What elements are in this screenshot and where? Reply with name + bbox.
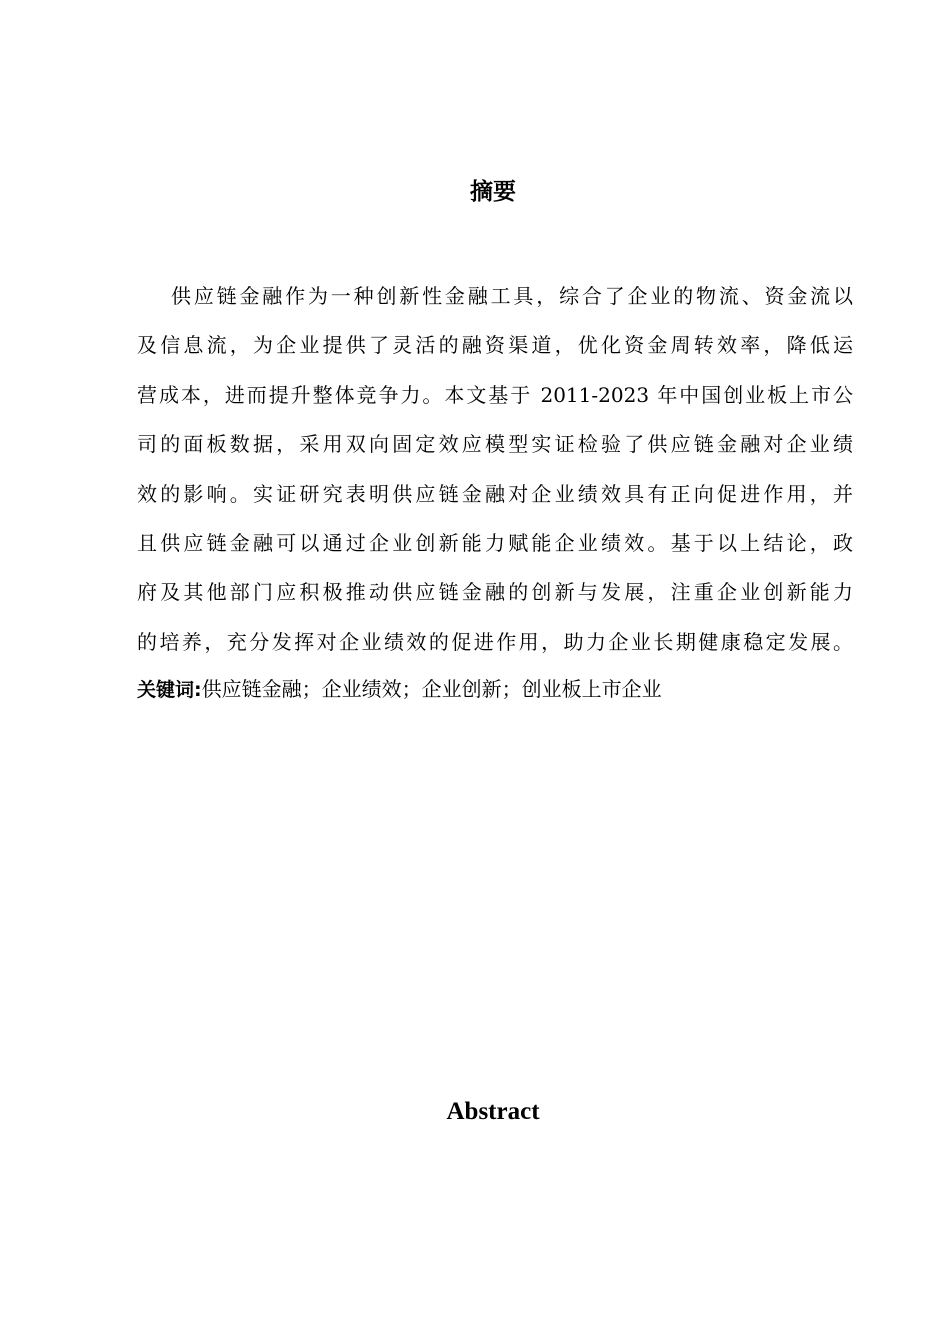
abstract-line-8: 的培养，充分发挥对企业绩效的促进作用，助力企业长期健康稳定发展。 <box>137 629 853 654</box>
english-abstract-heading: Abstract <box>446 1098 540 1125</box>
keywords-text: 供应链金融；企业绩效；企业创新；创业板上市企业 <box>201 677 662 701</box>
chinese-abstract-paragraph <box>137 272 853 667</box>
keywords-separator: : <box>194 679 202 701</box>
keywords-line <box>137 666 662 712</box>
abstract-line-3: 营成本，进而提升整体竞争力。本文基于 2011-2023 年中国创业板上市公 <box>137 382 853 407</box>
abstract-line-5: 效的影响。实证研究表明供应链金融对企业绩效具有正向促进作用，并 <box>137 481 853 506</box>
keywords-label: 关键词 <box>137 679 195 701</box>
abstract-line-4: 司的面板数据，采用双向固定效应模型实证检验了供应链金融对企业绩 <box>137 432 853 457</box>
abstract-line-1: 供应链金融作为一种创新性金融工具，综合了企业的物流、资金流以 <box>171 284 853 308</box>
abstract-line-7: 府及其他部门应积极推动供应链金融的创新与发展，注重企业创新能力 <box>137 580 853 605</box>
chinese-abstract-heading: 摘要 <box>470 179 516 205</box>
abstract-line-6: 且供应链金融可以通过企业创新能力赋能企业绩效。基于以上结论，政 <box>137 530 853 555</box>
abstract-line-2: 及信息流，为企业提供了灵活的融资渠道，优化资金周转效率，降低运 <box>137 333 853 358</box>
